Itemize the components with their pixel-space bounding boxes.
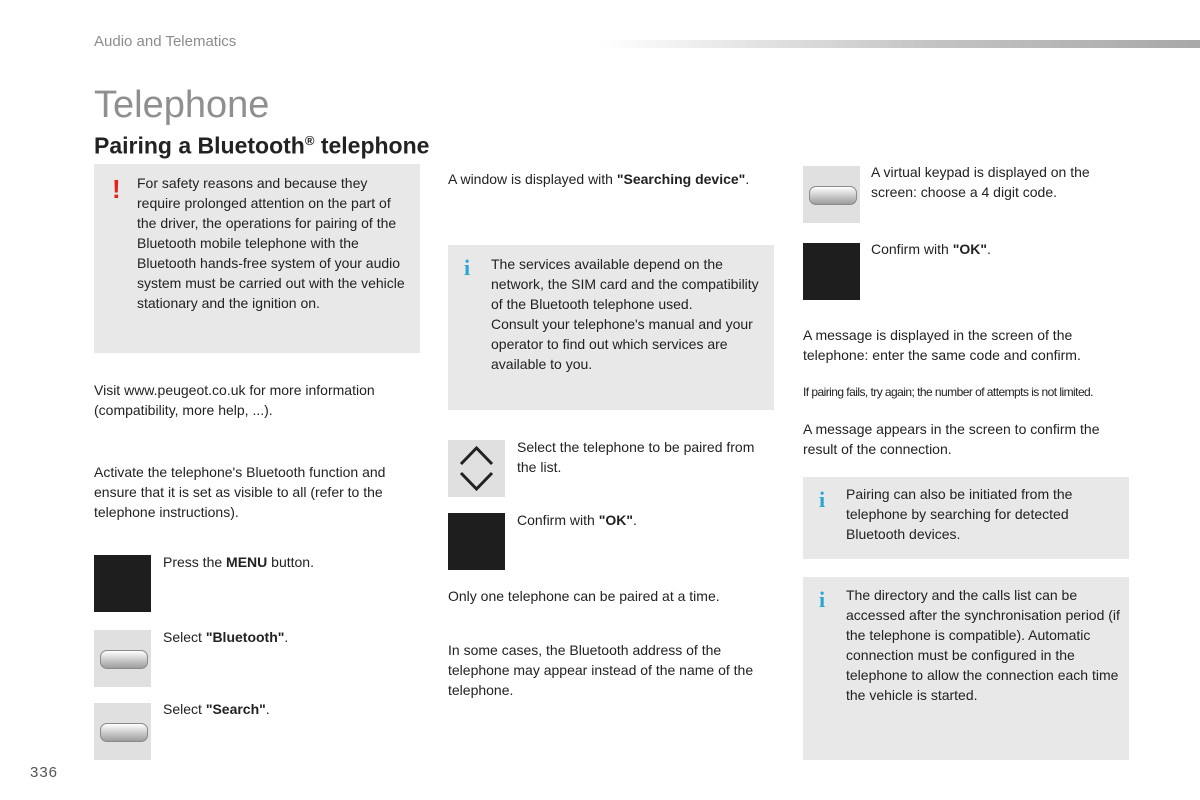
confirm-pre: Confirm with xyxy=(517,512,599,528)
only-one-text: Only one telephone can be paired at a time. xyxy=(448,588,720,604)
warning-box xyxy=(94,164,420,353)
confirm2-post: . xyxy=(986,241,991,257)
confirm2-pre: Confirm with xyxy=(871,241,953,257)
pill-button-icon xyxy=(809,186,857,205)
section-header: Audio and Telematics xyxy=(94,33,237,50)
section-subtitle xyxy=(94,127,429,160)
select-bluetooth-image xyxy=(94,630,151,687)
subtitle-text-end: telephone xyxy=(314,132,430,159)
select2-post: . xyxy=(265,701,270,717)
confirm2-bold: "OK" xyxy=(952,241,987,257)
directory-info-text: The directory and the calls list can be accessed after the synchronisation period (if the telephone is compatible). Automatic connection must be configured in the telephone to allow the connection each time the vehicle is started. xyxy=(846,587,1120,703)
press-menu-text xyxy=(163,552,413,572)
ok-button-image-2 xyxy=(803,243,860,300)
message-text: A message is displayed in the screen of the telephone: enter the same code and confirm. xyxy=(803,327,1081,363)
press-post: button. xyxy=(267,554,314,570)
press-bold: MENU xyxy=(226,554,268,570)
subtitle-text: Pairing a Bluetooth xyxy=(94,132,305,159)
select-bluetooth-text xyxy=(163,627,413,647)
confirm-bold: "OK" xyxy=(598,512,633,528)
activate-text: Activate the telephone's Bluetooth function and ensure that it is set as visible to all (refer to the telephone instructions). xyxy=(94,464,386,520)
warning-text: For safety reasons and because they require prolonged attention on the part of the driver, the operations for pairing of the Bluetooth mobile telephone with the Bluetooth hands-free system of your audio system must be carried out with the vehicle stationary and the ignition on. xyxy=(137,175,405,311)
press-pre: Press the xyxy=(163,554,227,570)
menu-button-image xyxy=(94,555,151,612)
info-icon: i xyxy=(819,487,826,512)
window-post: . xyxy=(745,171,750,187)
visit-text: Visit www.peugeot.co.uk for more information (compatibility, more help, ...). xyxy=(94,382,375,418)
select-phone-text: Select the telephone to be paired from the list. xyxy=(517,439,755,475)
select-search-text xyxy=(163,699,413,719)
confirm-ok-text-2 xyxy=(871,239,1131,259)
window-bold: "Searching device" xyxy=(616,171,746,187)
some-cases-text: In some cases, the Bluetooth address of the telephone may appear instead of the name of the telephone. xyxy=(448,642,754,698)
keypad-image xyxy=(803,166,860,223)
window-pre: A window is displayed with xyxy=(448,171,617,187)
select1-bold: "Bluetooth" xyxy=(205,629,285,645)
pairing-info-box xyxy=(803,477,1129,559)
services-info-text xyxy=(491,254,766,374)
page-title: Telephone xyxy=(94,84,270,126)
services-info-para2: Consult your telephone's manual and your operator to find out which services are available to you. xyxy=(491,316,753,372)
keypad-text: A virtual keypad is displayed on the screen: choose a 4 digit code. xyxy=(871,164,1090,200)
registered-mark: ® xyxy=(304,133,315,148)
confirm-ok-text xyxy=(517,510,762,530)
info-icon: i xyxy=(819,587,826,612)
select1-pre: Select xyxy=(163,629,206,645)
fails-text: If pairing fails, try again; the number of attempts is not limited. xyxy=(803,385,1093,399)
services-info-box xyxy=(448,245,774,410)
select2-bold: "Search" xyxy=(205,701,266,717)
info-icon: i xyxy=(464,255,471,280)
services-info-para1: The services available depend on the network, the SIM card and the compatibility of the Bluetooth telephone used. xyxy=(491,256,759,312)
page-number: 336 xyxy=(30,764,59,781)
pill-button-icon xyxy=(100,650,148,669)
pairing-info-text: Pairing can also be initiated from the telephone by searching for detected Bluetooth devices. xyxy=(846,486,1073,542)
appears-text: A message appears in the screen to confirm the result of the connection. xyxy=(803,421,1100,457)
up-down-arrows-image xyxy=(448,440,505,497)
select2-pre: Select xyxy=(163,701,206,717)
ok-button-image xyxy=(448,513,505,570)
warning-icon: ! xyxy=(112,174,121,204)
pill-button-icon xyxy=(100,723,148,742)
directory-info-box xyxy=(803,577,1129,760)
window-text xyxy=(448,169,758,189)
confirm-post: . xyxy=(632,512,637,528)
up-down-arrows-icon xyxy=(448,440,505,497)
select1-post: . xyxy=(284,629,289,645)
header-rule xyxy=(600,40,1200,48)
select-search-image xyxy=(94,703,151,760)
